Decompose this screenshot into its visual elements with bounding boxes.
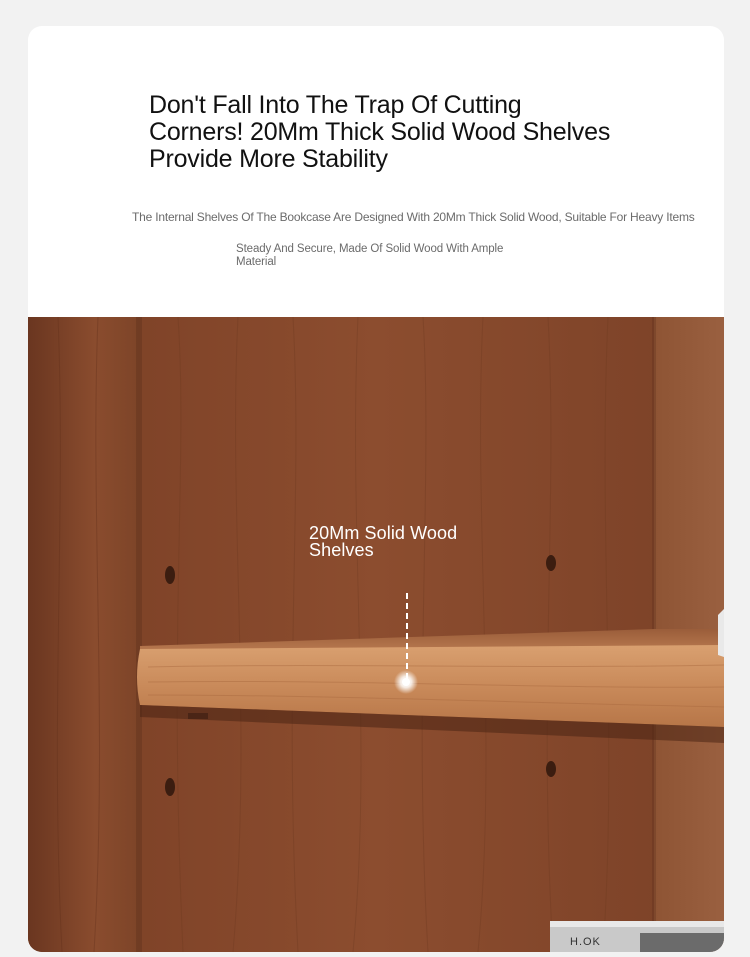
- shelf-illustration: [28, 317, 724, 952]
- headline: Don't Fall Into The Trap Of Cutting Corners! 20Mm Thick Solid Wood Shelves Provide More Stability: [149, 91, 611, 173]
- callout-label: 20Mm Solid Wood Shelves: [309, 523, 458, 560]
- subline: The Internal Shelves Of The Bookcase Are Designed With 20Mm Thick Solid Wood, Suitable For Heavy Items: [132, 210, 695, 224]
- note-text: Steady And Secure, Made Of Solid Wood With Ample Material: [236, 243, 504, 268]
- content-card: [28, 26, 724, 952]
- book-spine-text: H.OK: [570, 936, 601, 948]
- shelf-photo: [28, 317, 724, 952]
